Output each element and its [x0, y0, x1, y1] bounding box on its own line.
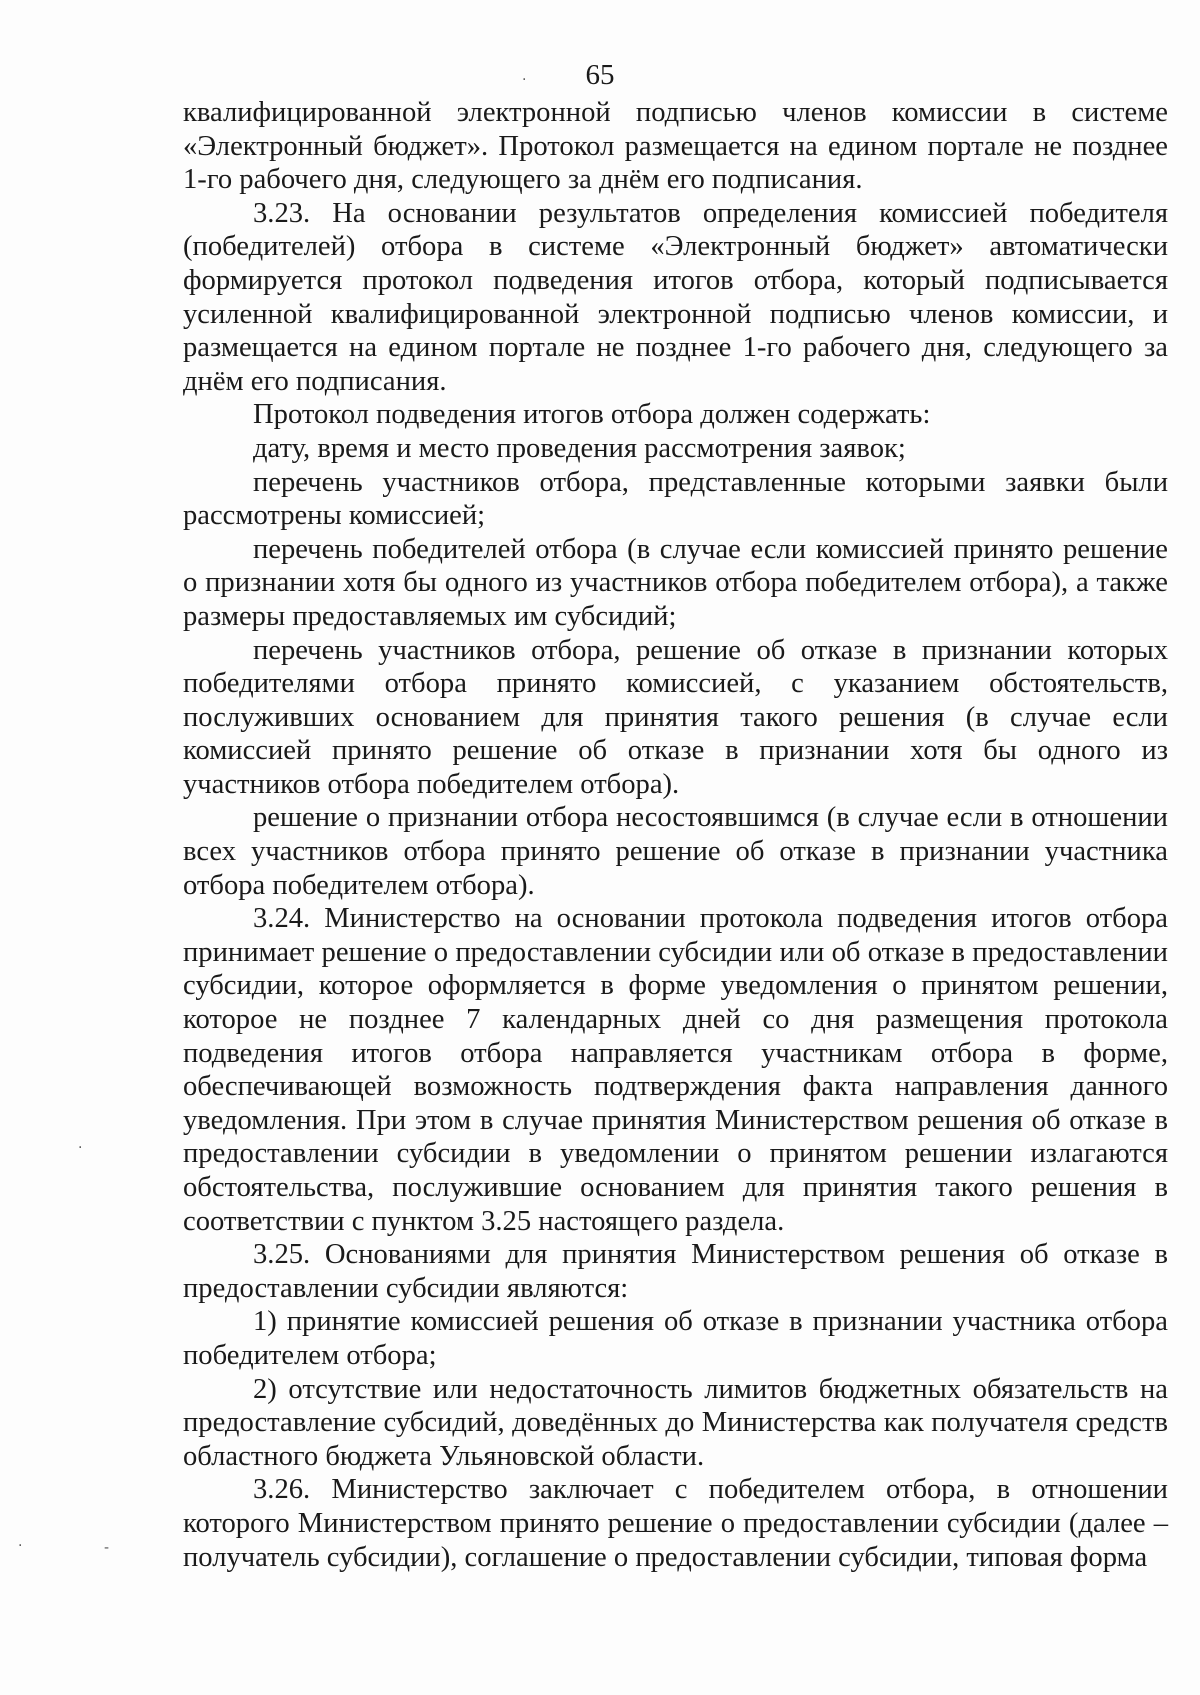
scan-speck: -	[104, 1540, 110, 1556]
paragraph-3-25: 3.25. Основаниями для принятия Министерством решения об отказе в предоставлении субсидии являются:	[183, 1239, 1168, 1304]
page-number: 65	[585, 59, 615, 91]
list-item-refusal-1: 1) принятие комиссией решения об отказе в признании участника отбора победителем отбора;	[183, 1306, 1168, 1371]
scan-speck: ·	[78, 1140, 83, 1156]
list-item-participants: перечень участников отбора, представленные которыми заявки были рассмотрены комиссией;	[183, 466, 1168, 532]
list-item-winners: перечень победителей отбора (в случае если комиссией принято решение о признании хотя бы одного из участников отбора победителем отбора), а также размеры предоставляемых им субсидий;	[183, 533, 1168, 632]
list-item-rejected: перечень участников отбора, решение об отказе в признании которых победителями отбора принято комиссией, с указанием обстоятельств, послуживших основанием для принятия такого решения (в случае если комиссией принято решение об отказе в признании хотя бы одного из участников отбора победителем отбора).	[183, 634, 1168, 800]
paragraph-continuation: квалифицированной электронной подписью членов комиссии в системе «Электронный бюджет». Протокол размещается на едином портале не позднее 1-го рабочего дня, следующего за днём его подписания.	[183, 97, 1168, 196]
scan-speck: ·	[18, 1538, 23, 1554]
document-body	[183, 96, 1168, 1574]
list-item-failed-selection: решение о признании отбора несостоявшимся (в случае если в отношении всех участников отбора принято решение об отказе в признании участника отбора победителем отбора).	[183, 802, 1168, 901]
list-item-refusal-2: 2) отсутствие или недостаточность лимитов бюджетных обязательств на предоставление субсидий, доведённых до Министерства как получателя средств областного бюджета Ульяновской области.	[183, 1373, 1168, 1472]
paragraph-3-23: 3.23. На основании результатов определения комиссией победителя (победителей) отбора в системе «Электронный бюджет» автоматически формируется протокол подведения итогов отбора, который подписывается усиленной квалифицированной электронной подписью членов комиссии, и размещается на едином портале не позднее 1-го рабочего дня, следующего за днём его подписания.	[183, 197, 1168, 397]
scan-speck: ·	[522, 72, 527, 88]
paragraph-3-26: 3.26. Министерство заключает с победителем отбора, в отношении которого Министерством принято решение о предоставлении субсидии (далее – получатель субсидии), соглашение о предоставлении субсидии, типовая форма	[183, 1474, 1168, 1573]
list-item-date: дату, время и место проведения рассмотрения заявок;	[253, 432, 906, 464]
paragraph-3-24: 3.24. Министерство на основании протокола подведения итогов отбора принимает решение о предоставлении субсидии или об отказе в предоставлении субсидии, которое оформляется в форме уведомления о принятом решении, которое не позднее 7 календарных дней со дня размещения протокола подведения итогов отбора направляется участникам отбора в форме, обеспечивающей возможность подтверждения факта направления данного уведомления. При этом в случае принятия Министерством решения об отказе в предоставлении субсидии в уведомлении о принятом решении излагаются обстоятельства, послужившие основанием для принятия такого решения в соответствии с пунктом 3.25 настоящего раздела.	[183, 903, 1168, 1237]
paragraph-protocol-contents: Протокол подведения итогов отбора должен содержать:	[253, 399, 931, 431]
